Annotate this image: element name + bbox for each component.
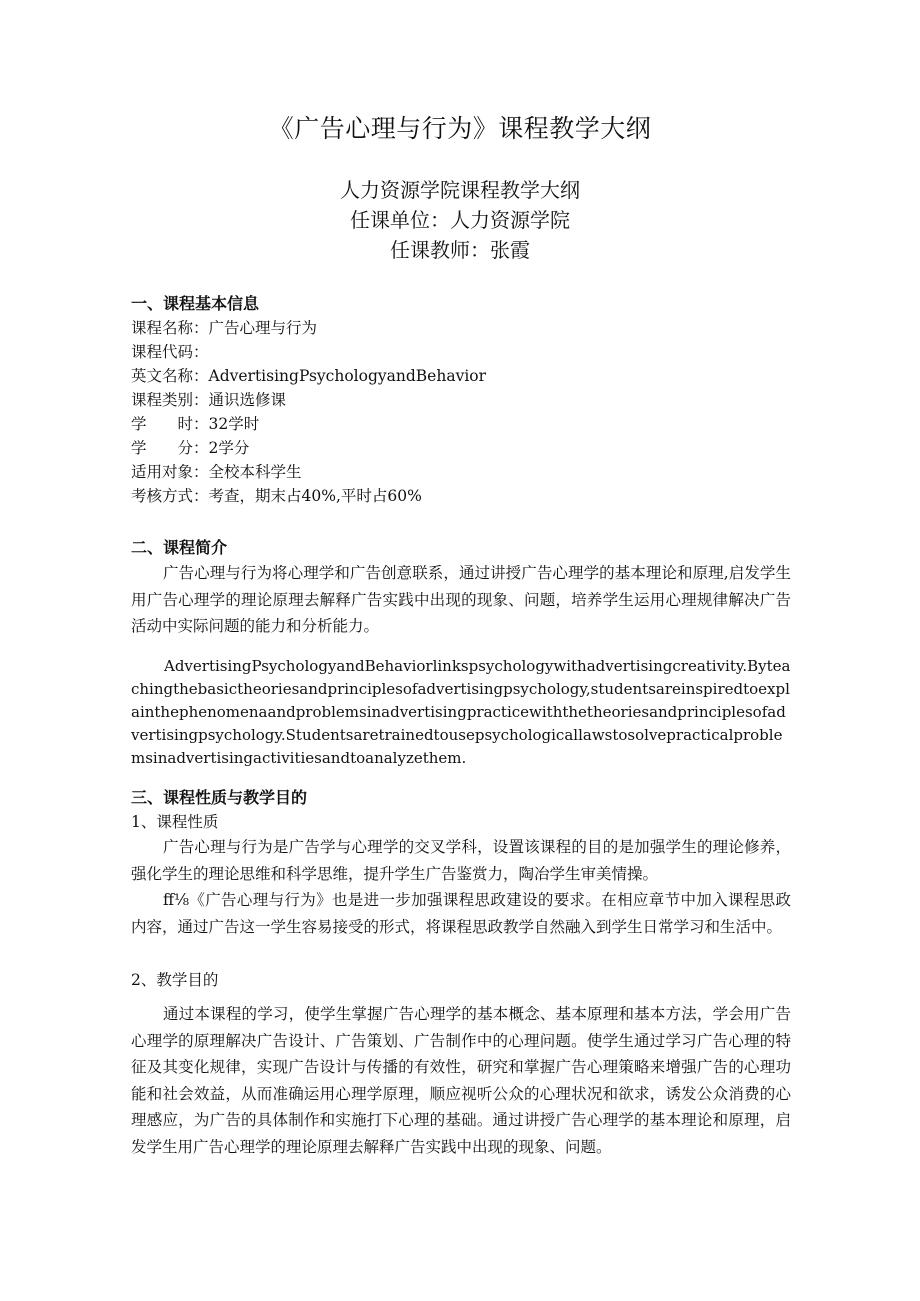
info-english-name: 英文名称：AdvertisingPsychologyandBehavior bbox=[131, 367, 487, 385]
subtitle-unit: 任课单位：人力资源学院 bbox=[350, 208, 570, 232]
section-introduction bbox=[131, 536, 791, 640]
section-heading: 三、课程性质与教学目的 bbox=[131, 788, 308, 807]
purpose-paragraph: 通过本课程的学习，使学生掌握广告心理学的基本概念、基本原理和基本方法，学会用广告心理学的原理解决广告设计、广告策划、广告制作中的心理问题。使学生通过学习广告心理的特征及其变化规律，实现广告设计与传播的有效性，研究和掌握广告心理策略来增强广告的心理功能和社会效益，从而准确运用心理学原理，顺应视听公众的心理状况和欲求，诱发公众消费的心理感应，为广告的具体制作和实施打下心理的基础。通过讲授广告心理学的基本理论和原理，启发学生用广告心理学的理论原理去解释广告实践中出现的现象、问题。 bbox=[131, 1005, 791, 1156]
section-basic-info bbox=[131, 292, 791, 508]
info-course-code: 课程代码： bbox=[131, 343, 209, 361]
section-teaching-purpose bbox=[131, 968, 791, 992]
section-heading: 一、课程基本信息 bbox=[131, 294, 260, 313]
info-course-type: 课程类别：通识选修课 bbox=[131, 391, 287, 409]
info-credits: 学 分：2学分 bbox=[131, 439, 250, 457]
info-course-name: 课程名称：广告心理与行为 bbox=[131, 319, 318, 337]
info-assessment: 考核方式：考查，期末占40%,平时占60% bbox=[131, 487, 422, 505]
info-audience: 适用对象：全校本科学生 bbox=[131, 463, 302, 481]
subtitle-college: 人力资源学院课程教学大纲 bbox=[340, 178, 580, 202]
section-heading: 二、课程简介 bbox=[131, 538, 228, 557]
intro-paragraph-en: AdvertisingPsychologyandBehaviorlinkspsychologywithadvertisingcreativity.Byteachingthebasictheoriesandprinciplesofadvertisingpsychology,studentsareinspiredtoexplainthephenomenaandproblemsinadvertisingpracticewiththetheoriesandprinciplesofadvertisingpsychology.Studentsaretrainedtousepsychologicallawstosolvepracticalproblemsinadvertisingactivitiesandtoanalyzethem. bbox=[131, 657, 791, 767]
subtitle-teacher: 任课教师：张霞 bbox=[390, 238, 530, 262]
subsection-heading-purpose: 2、教学目的 bbox=[131, 971, 219, 989]
document-title: 《广告心理与行为》课程教学大纲 bbox=[268, 114, 652, 143]
subsection-heading-nature: 1、课程性质 bbox=[131, 813, 219, 831]
intro-paragraph-cn: 广告心理与行为将心理学和广告创意联系，通过讲授广告心理学的基本理论和原理,启发学生用广告心理学的理论原理去解释广告实践中出现的现象、问题，培养学生运用心理规律解决广告活动中实际问题的能力和分析能力。 bbox=[131, 564, 791, 635]
info-hours: 学 时：32学时 bbox=[131, 415, 260, 433]
section-teaching-purpose-body bbox=[131, 1001, 791, 1160]
section-introduction-en bbox=[131, 655, 791, 770]
nature-paragraph-2: ff⅛《广告心理与行为》也是进一步加强课程思政建设的要求。在相应章节中加入课程思政内容，通过广告这一学生容易接受的形式，将课程思政教学自然融入到学生日常学习和生活中。 bbox=[131, 891, 791, 936]
nature-paragraph-1: 广告心理与行为是广告学与心理学的交叉学科，设置该课程的目的是加强学生的理论修养，强化学生的理论思维和科学思维，提升学生广告鉴赏力，陶冶学生审美情操。 bbox=[131, 838, 791, 883]
section-nature-purpose bbox=[131, 786, 791, 940]
